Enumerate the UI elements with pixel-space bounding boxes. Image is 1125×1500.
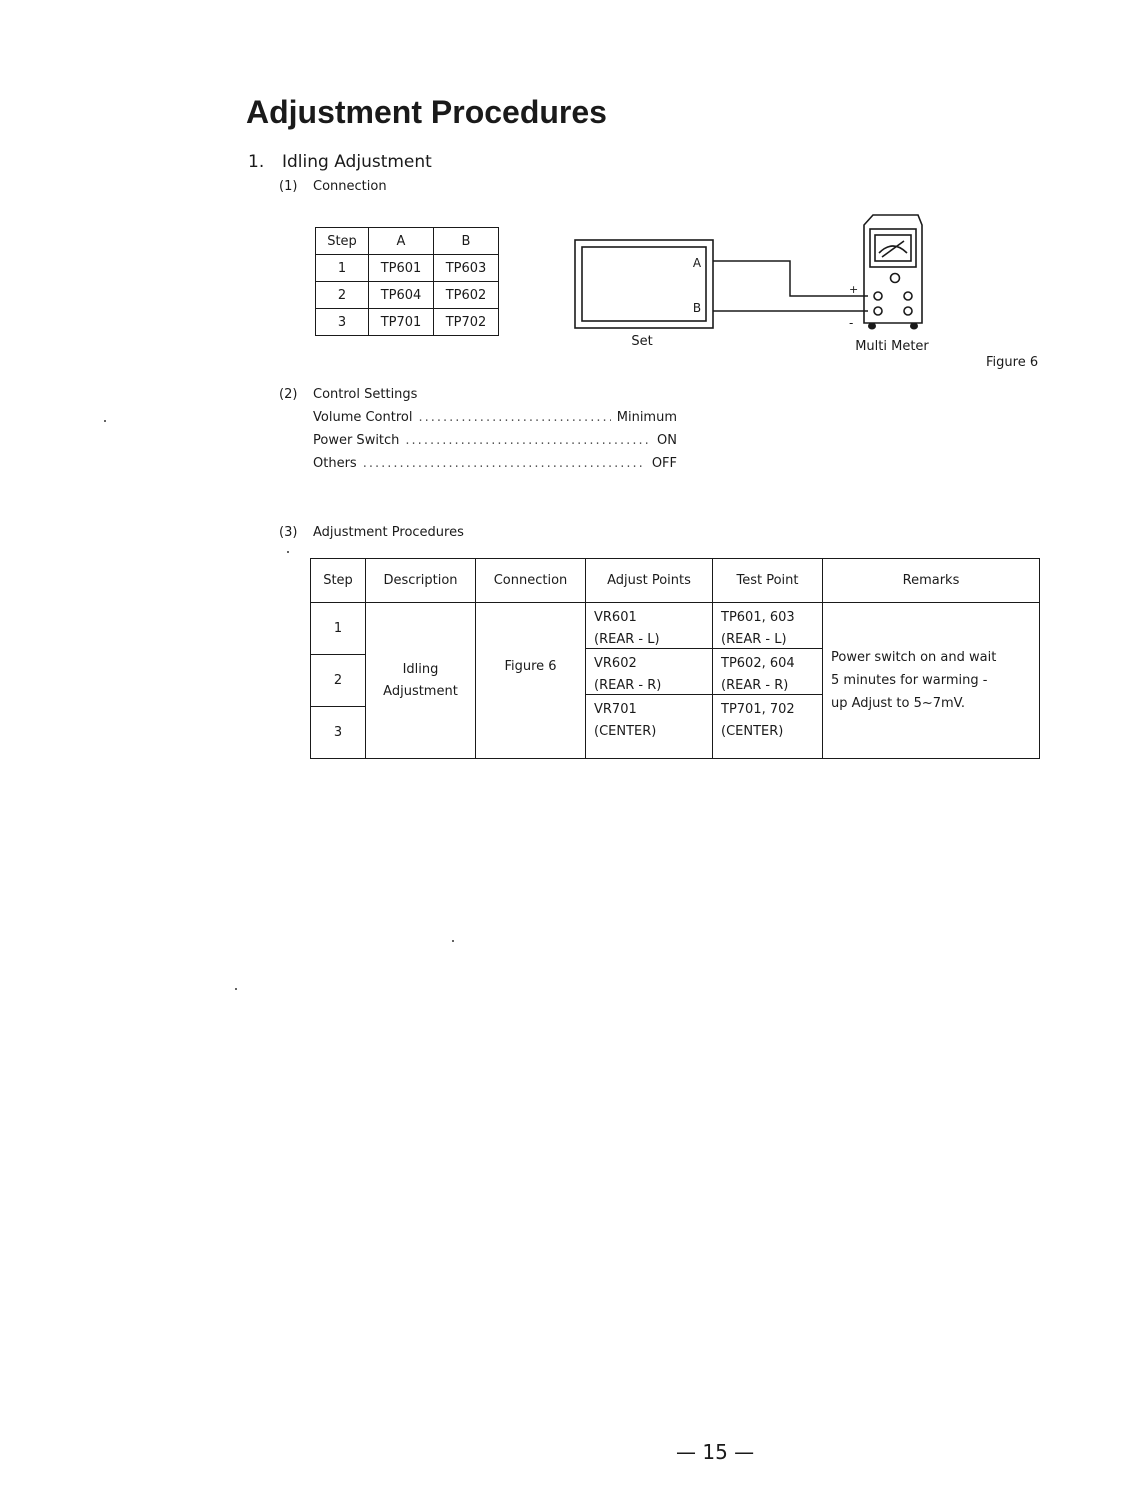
connection-step-table <box>315 227 499 336</box>
table-header-cell: Step <box>316 228 369 255</box>
control-settings-label: Control Settings <box>313 387 418 402</box>
adjust-point-id: VR601 <box>594 610 637 625</box>
test-point-channel: (REAR - L) <box>721 632 787 647</box>
scan-speck <box>104 420 106 422</box>
section-number: 1. <box>248 152 265 172</box>
adjust-point-channel: (REAR - L) <box>594 632 660 647</box>
page-number: — 15 — <box>676 1440 755 1464</box>
section-heading <box>248 152 432 172</box>
table-row <box>316 282 499 309</box>
table-header-cell: Remarks <box>823 559 1040 603</box>
scan-speck <box>287 551 289 553</box>
page-title: Adjustment Procedures <box>246 94 607 130</box>
table-cell: TP701 <box>369 309 434 336</box>
table-row <box>316 255 499 282</box>
section-title: Idling Adjustment <box>282 152 432 172</box>
connection-index: (1) <box>279 179 298 194</box>
table-cell: 1 <box>316 255 369 282</box>
adjust-points-column <box>586 603 713 759</box>
table-header-cell: Connection <box>476 559 586 603</box>
multi-meter-icon <box>864 215 922 323</box>
table-cell: TP603 <box>434 255 499 282</box>
step-number: 3 <box>333 725 343 740</box>
step-number: 1 <box>311 603 365 655</box>
setting-value: ON <box>657 433 677 448</box>
table-row <box>316 309 499 336</box>
table-cell: 2 <box>316 282 369 309</box>
step-number: 2 <box>311 655 365 707</box>
connection-heading <box>279 179 387 194</box>
description-cell <box>366 603 476 759</box>
procedures-table <box>310 558 1040 759</box>
setting-row-power <box>313 433 677 448</box>
table-header-row <box>316 228 499 255</box>
dot-leader <box>418 410 610 425</box>
test-point-id: TP701, 702 <box>721 702 795 717</box>
set-label: Set <box>631 334 653 349</box>
test-point <box>713 603 822 649</box>
adjust-point-channel: (REAR - R) <box>594 678 662 693</box>
setting-name: Power Switch <box>313 433 400 448</box>
adjust-point-channel: (CENTER) <box>594 724 657 739</box>
control-settings-heading <box>279 387 417 402</box>
remarks-cell <box>823 603 1040 759</box>
adjust-point <box>586 603 712 649</box>
setting-value: OFF <box>651 456 677 471</box>
terminal-b-label: B <box>692 301 702 315</box>
table-header-cell: Test Point <box>713 559 823 603</box>
test-point <box>713 649 822 695</box>
dot-leader <box>363 456 646 471</box>
test-point-id: TP602, 604 <box>721 656 795 671</box>
control-settings-index: (2) <box>279 387 298 402</box>
table-header-cell: B <box>434 228 499 255</box>
minus-sign: - <box>849 316 854 330</box>
terminal-a-label: A <box>692 256 702 270</box>
procedures-label: Adjustment Procedures <box>313 525 464 540</box>
table-cell: 3 <box>316 309 369 336</box>
multi-meter-label: Multi Meter <box>855 339 929 354</box>
dot-leader <box>405 433 651 448</box>
step-column <box>311 603 366 759</box>
test-point-channel: (REAR - R) <box>721 678 789 693</box>
table-cell: TP702 <box>434 309 499 336</box>
table-header-cell: Description <box>366 559 476 603</box>
connection-label: Connection <box>313 179 387 194</box>
adjust-point <box>586 695 712 741</box>
description-line: Adjustment <box>383 683 458 699</box>
connection-wires <box>713 261 868 311</box>
adjust-point <box>586 649 712 695</box>
test-point <box>713 695 822 741</box>
adjust-point-id: VR602 <box>594 656 637 671</box>
scan-speck <box>235 988 237 990</box>
remarks-line: 5 minutes for warming - <box>831 673 988 688</box>
scan-speck <box>452 940 454 942</box>
setting-row-volume <box>313 410 677 425</box>
plus-sign: + <box>849 283 859 296</box>
adjust-point-id: VR701 <box>594 702 637 717</box>
table-header-row <box>311 559 1040 603</box>
setting-value: Minimum <box>616 410 677 425</box>
remarks-line: Power switch on and wait <box>831 650 997 665</box>
table-cell: TP604 <box>369 282 434 309</box>
procedures-heading <box>279 525 464 540</box>
table-row <box>311 603 1040 759</box>
table-header-cell: Step <box>311 559 366 603</box>
setting-name: Others <box>313 456 357 471</box>
setting-name: Volume Control <box>313 410 413 425</box>
table-header-cell: Adjust Points <box>586 559 713 603</box>
table-cell: TP601 <box>369 255 434 282</box>
connection-cell <box>476 603 586 759</box>
setting-row-others <box>313 456 677 471</box>
table-cell: TP602 <box>434 282 499 309</box>
test-point-id: TP601, 603 <box>721 610 795 625</box>
remarks-line: up Adjust to 5~7mV. <box>831 696 966 711</box>
connection-diagram <box>570 205 950 355</box>
test-points-column <box>713 603 823 759</box>
connection-ref: Figure 6 <box>504 658 557 674</box>
test-point-channel: (CENTER) <box>721 724 784 739</box>
figure-caption: Figure 6 <box>986 355 1039 370</box>
description-line: Idling <box>402 661 439 677</box>
procedures-index: (3) <box>279 525 298 540</box>
table-header-cell: A <box>369 228 434 255</box>
